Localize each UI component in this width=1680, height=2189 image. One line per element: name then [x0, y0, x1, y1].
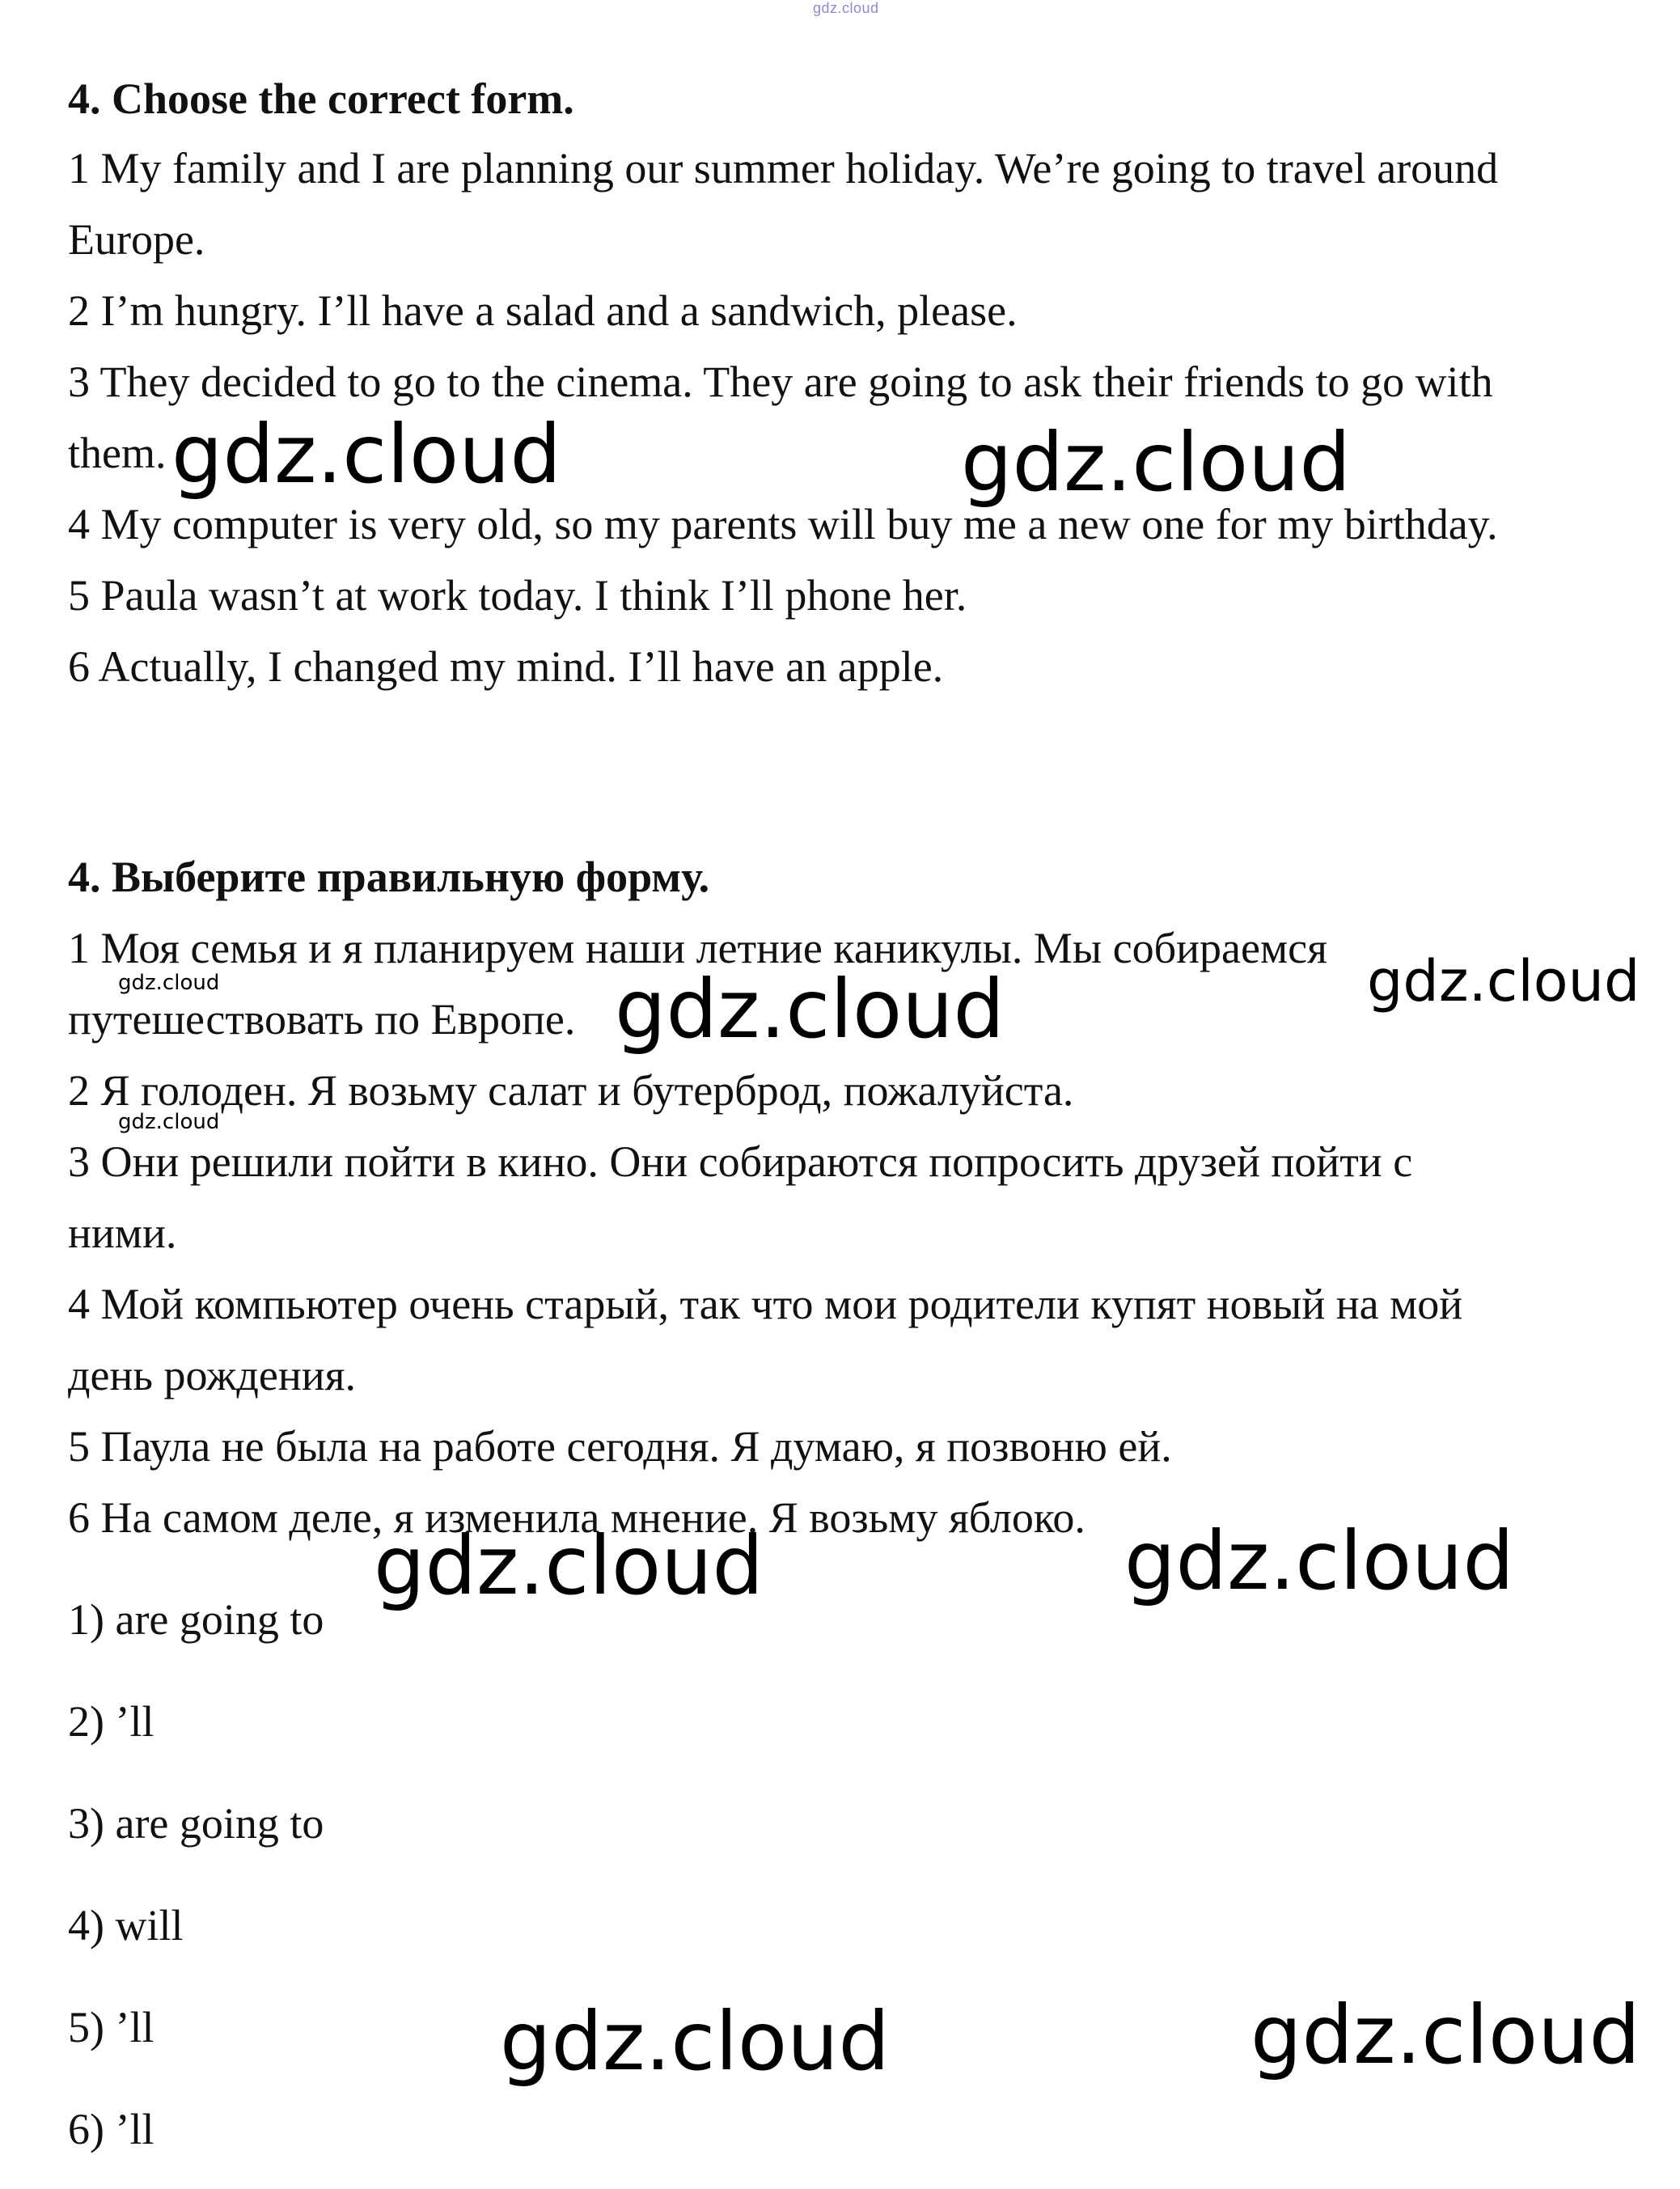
english-heading: 4. Choose the correct form. — [68, 74, 574, 123]
russian-line: ними. — [68, 1209, 177, 1257]
answer-item: 4) will — [68, 1901, 184, 1950]
english-line: 3 They decided to go to the cinema. They are going to ask their friends to go with — [68, 358, 1493, 406]
watermark: gdz.cloud — [500, 1994, 891, 2089]
english-line: 6 Actually, I changed my mind. I’ll have an apple. — [68, 642, 944, 691]
russian-line: день рождения. — [68, 1351, 357, 1399]
answer-item: 6) ’ll — [68, 2105, 154, 2153]
english-line: 4 My computer is very old, so my parents will buy me a new one for my birthday. — [68, 500, 1498, 548]
english-line: them. — [68, 429, 167, 477]
top-watermark: gdz.cloud — [813, 0, 879, 16]
russian-line: 2 Я голоден. Я возьму салат и бутерброд, пожалуйста. — [68, 1066, 1074, 1115]
watermark: gdz.cloud — [1250, 1988, 1641, 2082]
russian-line: 4 Мой компьютер очень старый, так что мои родители купят новый на мой — [68, 1280, 1463, 1328]
english-line: 1 My family and I are planning our summer holiday. We’re going to travel around — [68, 144, 1499, 193]
answer-item: 2) ’ll — [68, 1697, 154, 1746]
watermark: gdz.cloud — [1124, 1514, 1515, 1608]
russian-line: 1 Моя семья и я планируем наши летние каникулы. Мы собираемся — [68, 924, 1327, 972]
watermark: gdz.cloud — [374, 1518, 764, 1613]
russian-line: 6 На самом деле, я изменила мнение. Я возьму яблоко. — [68, 1493, 1085, 1542]
english-line: 5 Paula wasn’t at work today. I think I’ll phone her. — [68, 571, 967, 620]
english-line: 2 I’m hungry. I’ll have a salad and a sandwich, please. — [68, 286, 1018, 335]
answer-item: 1) are going to — [68, 1595, 324, 1644]
watermark: gdz.cloud — [118, 971, 220, 995]
watermark: gdz.cloud — [1367, 948, 1640, 1014]
russian-line: путешествовать по Европе. — [68, 995, 576, 1044]
watermark: gdz.cloud — [961, 415, 1352, 510]
answer-item: 5) ’ll — [68, 2003, 154, 2051]
watermark: gdz.cloud — [171, 407, 562, 502]
russian-line: 3 Они решили пойти в кино. Они собираются попросить друзей пойти с — [68, 1137, 1413, 1186]
watermark: gdz.cloud — [118, 1110, 220, 1134]
russian-line: 5 Паула не была на работе сегодня. Я думаю, я позвоню ей. — [68, 1422, 1172, 1471]
answer-item: 3) are going to — [68, 1799, 324, 1848]
watermark: gdz.cloud — [615, 962, 1005, 1056]
russian-heading: 4. Выберите правильную форму. — [68, 853, 710, 901]
english-line: Europe. — [68, 215, 205, 264]
